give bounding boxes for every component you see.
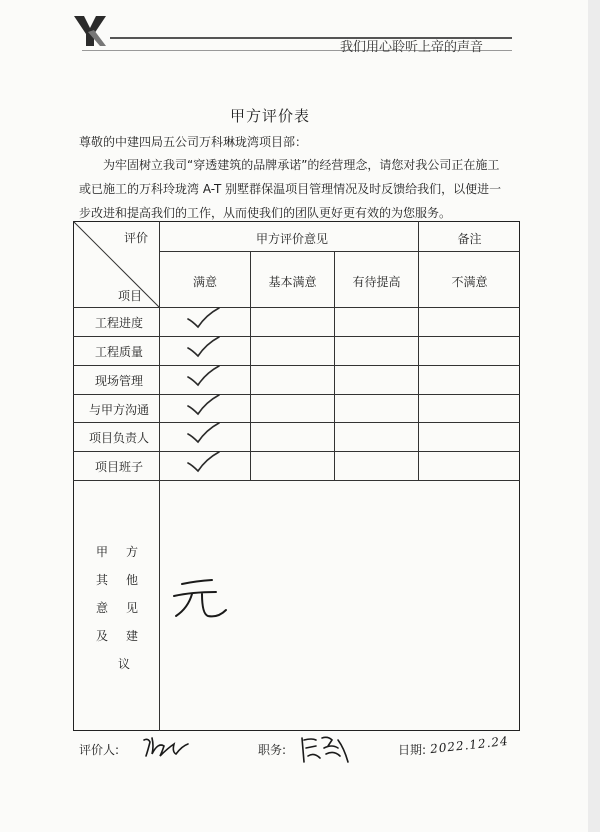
position-label: 职务: xyxy=(258,743,287,757)
col-header-basically-satisfied: 基本满意 xyxy=(268,275,317,289)
other-opinion-char: 其 xyxy=(96,573,109,587)
other-opinion-char: 及 xyxy=(96,629,109,643)
checkmark-icon xyxy=(186,365,220,389)
checkmark-icon xyxy=(186,422,220,446)
other-opinion-char: 甲 xyxy=(96,545,109,559)
other-opinion-char: 议 xyxy=(118,657,131,671)
row-label-project-team: 项目班子 xyxy=(94,460,143,474)
other-opinion-char: 意 xyxy=(96,601,109,615)
col-header-needs-improvement: 有待提高 xyxy=(352,275,401,289)
evaluator-signature xyxy=(140,732,192,760)
row-label-communication: 与甲方沟通 xyxy=(88,403,149,417)
table-rule xyxy=(418,221,419,480)
other-opinion-handwriting xyxy=(172,578,230,620)
checkmark-icon xyxy=(186,394,220,418)
date-handwriting: 2022.12.24 xyxy=(429,733,510,757)
table-rule xyxy=(73,422,520,423)
row-label-progress: 工程进度 xyxy=(94,316,143,330)
row-label-quality: 工程质量 xyxy=(94,345,143,359)
table-rule xyxy=(73,365,520,366)
other-opinion-char: 他 xyxy=(126,573,139,587)
row-label-project-leader: 项目负责人 xyxy=(88,431,149,445)
checkmark-icon xyxy=(186,307,220,331)
corner-label-item: 项目 xyxy=(118,289,143,303)
remark-header: 备注 xyxy=(457,232,482,246)
company-logo-icon xyxy=(70,14,110,48)
scan-edge xyxy=(588,0,600,832)
position-signature xyxy=(298,734,352,766)
corner-label-rating: 评价 xyxy=(124,231,149,245)
table-rule xyxy=(73,336,520,337)
other-opinion-char: 方 xyxy=(126,545,139,559)
greeting-line: 尊敬的中建四局五公司万科琳珑湾项目部： xyxy=(79,135,308,149)
col-header-unsatisfied: 不满意 xyxy=(451,275,488,289)
row-label-site-management: 现场管理 xyxy=(94,374,143,388)
checkmark-icon xyxy=(186,451,220,475)
date-label: 日期: xyxy=(398,743,427,757)
table-rule xyxy=(73,394,520,395)
other-opinion-char: 见 xyxy=(126,601,139,615)
col-header-satisfied: 满意 xyxy=(192,275,217,289)
opinion-group-header: 甲方评价意见 xyxy=(255,232,328,246)
document-title: 甲方评价表 xyxy=(230,107,311,125)
other-opinion-char: 建 xyxy=(126,629,139,643)
table-rule xyxy=(160,251,520,252)
table-rule xyxy=(73,451,520,452)
checkmark-icon xyxy=(186,336,220,360)
intro-paragraph: 为牢固树立我司“穿透建筑的品牌承诺”的经营理念，请您对我公司正在施工或已施工的万科玲珑湾 A-T 别墅群保温项目管理情况及时反馈给我们，以便进一步改进和提高我们的工作，从而使我们的团队更好更有效的为您服务。 xyxy=(79,158,502,220)
evaluator-label: 评价人: xyxy=(79,743,120,757)
header-slogan: 我们用心聆听上帝的声音 xyxy=(340,40,484,55)
table-rule xyxy=(73,480,520,481)
